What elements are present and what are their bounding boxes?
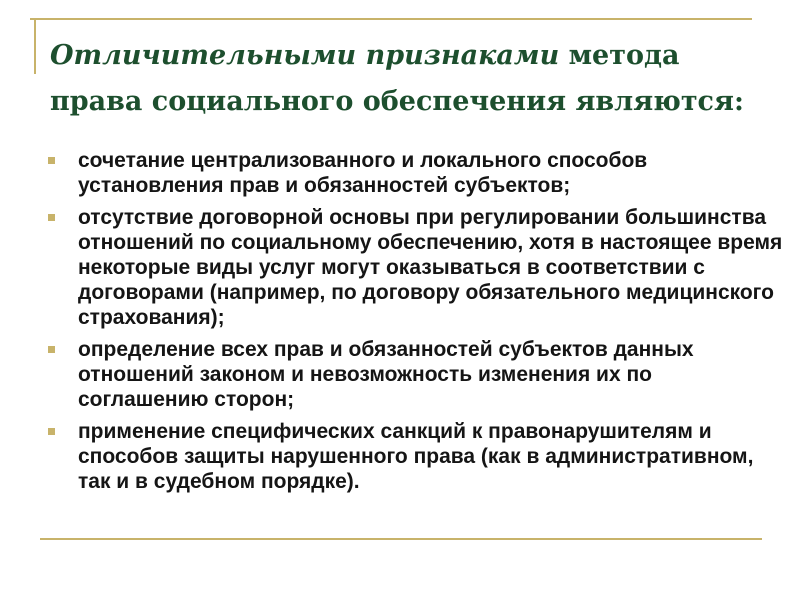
list-item-text: определение всех прав и обязанностей субъектов данных отношений законом и невозможность изменения их по соглашению сторон; <box>78 338 694 411</box>
square-bullet-icon <box>48 346 55 353</box>
square-bullet-icon <box>48 428 55 435</box>
list-item <box>48 419 788 494</box>
top-rule <box>30 18 752 20</box>
list-item <box>48 148 788 198</box>
list-item <box>48 337 788 412</box>
list-item-text: отсутствие договорной основы при регулировании большинства отношений по социальному обеспечению, хотя в настоящее время некоторые виды услуг могут оказываться в соответствии с договорами (например, по договору обязательного медицинского страхования); <box>78 206 783 329</box>
title-rest: метода права социального обеспечения являются: <box>50 40 744 117</box>
list-item-text: применение специфических санкций к правонарушителям и способов защиты нарушенного права (как в административном, так и в судебном порядке). <box>78 420 754 493</box>
square-bullet-icon <box>48 157 55 164</box>
bullet-list <box>48 148 788 501</box>
list-item-text: сочетание централизованного и локального способов установления прав и обязанностей субъектов; <box>78 149 648 197</box>
title-emphasis: Отличительными признаками <box>50 40 560 71</box>
left-accent-rule <box>34 18 36 74</box>
list-item <box>48 205 788 330</box>
slide-title <box>50 33 770 125</box>
bottom-rule <box>40 538 762 540</box>
square-bullet-icon <box>48 214 55 221</box>
